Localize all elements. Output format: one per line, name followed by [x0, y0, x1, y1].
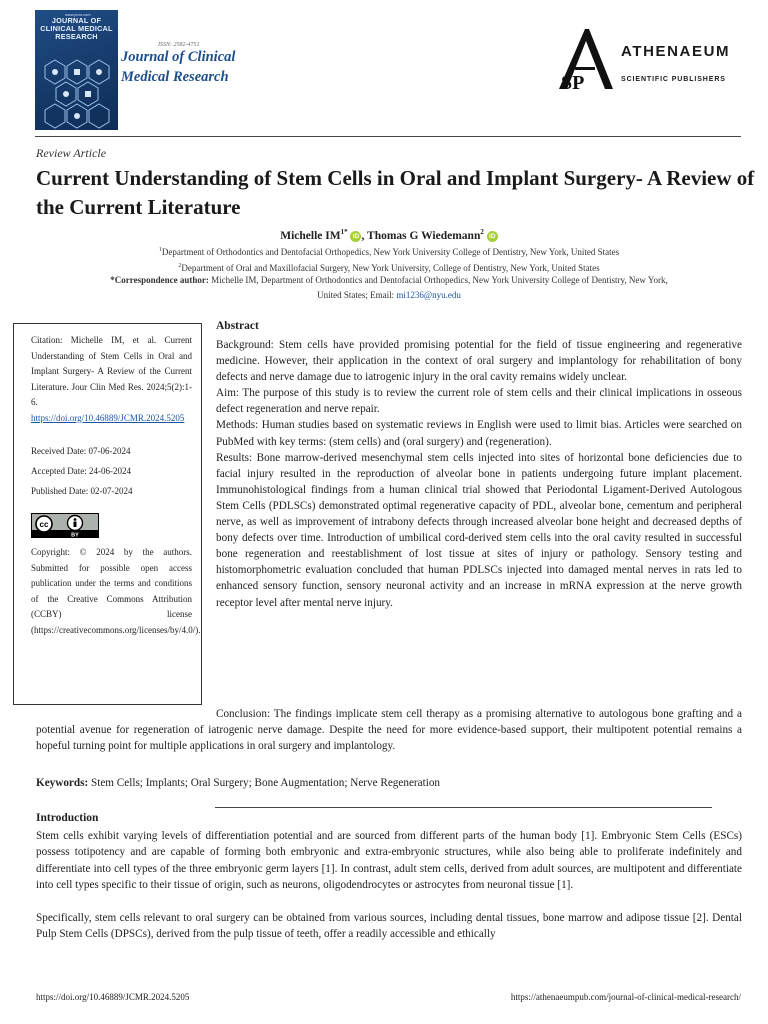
- citation-text: Citation: Michelle IM, et al. Current Understanding of Stem Cells in Oral and Implant Surgery- A Review of the Current Literature. Jour Clin Med Res. 2024;5(2):1-6.: [31, 335, 192, 407]
- affiliation-1-text: Department of Orthodontics and Dentofacial Orthopedics, New York University College of Dentistry, New York, United States: [161, 247, 620, 257]
- article-type: Review Article: [36, 146, 107, 160]
- author-line: Michelle $IM^{1*}$ iD , Thomas G Wiedemann$^2$ iD: [36, 224, 742, 244]
- dates-block: [31, 442, 192, 501]
- footer-doi-link[interactable]: https://doi.org/10.46889/JCMR.2024.5205: [36, 992, 190, 1002]
- copyright-text: Copyright: © 2024 by the authors. Submitted for possible open access publication under the terms and conditions of the Creative Commons Attribution (CCBY) license (https://creativecommons.org/licenses/by/4.0/).: [31, 547, 201, 635]
- author-1-name[interactable]: Michelle IM: [280, 229, 341, 242]
- correspondence-text-2: United States; Email:: [317, 290, 395, 300]
- athenaeum-logo-icon: [553, 27, 617, 91]
- correspondence-label: *Correspondence author:: [110, 275, 209, 285]
- journal-issn: ISSN: 2582-4751: [158, 42, 200, 48]
- abstract-results: Results: Bone marrow-derived mesenchymal stem cells injected into sites of horizontal bone deficiencies due to facial injury resulted in the reproduction of alveolar bone in patients undergoing future implant placement. Immunohistological findings from a human clinical trial showed that Periodontal Ligament-Derived Autologous Stem Cells (PDLSCs) demonstrated optimal regenerative capacity of PDL, alveolar bone, cementum and peripheral nerve, as well as improvement of intrabony defects through increased alveolar bone height and decreased depths of bony defects over time. Introduction of umbilical cord-derived stem cells into the oral cavity resulted in successful bone regeneration and reestablishment of lost tissue at sites of injury or pathology. Sensory testing and histomorphometric evaluation concluded that human PDLSCs injected into damaged mental nerves in rats led to enhanced sensory function, sensory neuronal activity and an increase in mRNA expression at the nerve growth receptor level after mental nerve injury.: [216, 451, 742, 609]
- keywords-text: Stem Cells; Implants; Oral Surgery; Bone Augmentation; Nerve Regeneration: [91, 777, 441, 789]
- publisher-subtitle: SCIENTIFIC PUBLISHERS: [621, 76, 726, 83]
- introduction-heading: Introduction: [36, 812, 99, 824]
- keywords-label: Keywords:: [36, 777, 89, 789]
- published-date: Published Date: 02-07-2024: [31, 485, 133, 496]
- article-title: Current Understanding of Stem Cells in Oral and Implant Surgery- A Review of the Current Literature: [36, 166, 755, 219]
- received-date: Received Date: 07-06-2024: [31, 446, 131, 456]
- section-divider: [215, 807, 712, 808]
- orcid-icon[interactable]: iD: [350, 231, 361, 242]
- svg-text:cc: cc: [39, 520, 49, 530]
- publisher-letters: SP: [561, 72, 585, 91]
- orcid-icon[interactable]: iD: [487, 231, 498, 242]
- journal-cover-image: [35, 10, 118, 130]
- author-1-sup: 1*: [340, 228, 348, 236]
- abstract-methods: Methods: Human studies based on systematic reviews in English were used to limit bias. Articles were searched on PubMed with key terms: (stem cells) and (oral surgery) and (regeneration).: [216, 419, 742, 448]
- affiliation-2-sup: 2: [178, 263, 182, 269]
- author-2-name[interactable]: Thomas G Wiedemann: [367, 229, 481, 242]
- publisher-name: ATHENAEUM: [621, 43, 731, 60]
- affiliation-1: [36, 243, 742, 260]
- correspondence-text: Michelle IM, Department of Orthodontics and Dentofacial Orthopedics, New York University College of Dentistry, New York,: [211, 275, 668, 285]
- creative-commons-license-icon[interactable]: [31, 513, 99, 538]
- cc-by-label: BY: [71, 532, 79, 539]
- abstract-aim: Aim: The purpose of this study is to review the current role of stem cells and their clinical implications in osseous defect regeneration and nerve repair.: [216, 387, 742, 416]
- intro-paragraph-1: Stem cells exhibit varying levels of differentiation potential and are sourced from different parts of the human body [1]. Embryonic Stem Cells (ESCs) possess totipotency and are capable of forming both embryonic and extra-embryonic structures, while also being able to proliferate indefinitely and differentiate into cell types of the three embryonic germ layers [1]. In contrast, adult stem cells, derived from adult sources, are multipotent and differentiate into cell types specific to their tissue of origin, such as neurons, oligodendrocytes or astrocytes from neuronal tissue [1].: [36, 830, 742, 892]
- affiliation-2-text: Department of Oral and Maxillofacial Surgery, New York University, College of Dentistry, New York, United States: [181, 263, 600, 273]
- intro-paragraph-2: Specifically, stem cells relevant to oral surgery can be obtained from various sources, including dental tissues, bone marrow and adipose tissue [2]. Dental Pulp Stem Cells (DPSCs), derived from the pulp tissue of teeth, offer a readily accessible and ethically: [36, 911, 742, 941]
- cover-issn: www.jcmr.com: [65, 12, 91, 17]
- correspondence: [36, 273, 742, 303]
- email-link[interactable]: mi1236@nyu.edu: [396, 290, 461, 300]
- journal-name-line2: Medical Research: [121, 69, 229, 85]
- abstract-heading: Abstract: [216, 320, 259, 332]
- introduction-body: [36, 828, 742, 958]
- citation-sidebar: [13, 323, 202, 705]
- keywords: [36, 777, 440, 789]
- header-divider: [35, 136, 741, 137]
- cover-hexagon-icons: [35, 56, 118, 130]
- footer-journal-link[interactable]: https://athenaeumpub.com/journal-of-clinical-medical-research/: [510, 992, 741, 1002]
- cover-title: JOURNAL OF CLINICAL MEDICAL RESEARCH: [40, 16, 113, 41]
- abstract-conclusion-block: [36, 706, 742, 754]
- abstract-background: Background: Stem cells have provided promising potential for the field of tissue engineering and regenerative medicine. However, their application in the context of oral surgery and implantology for rehabilitation of bony defects and nerve damage due to iatrogenic injury in the oral cavity remains widely unclear.: [216, 339, 742, 384]
- affiliation-1-sup: 1: [158, 247, 162, 253]
- journal-name-line1: Journal of Clinical: [121, 49, 236, 65]
- abstract-conclusion: Conclusion: The findings implicate stem cell therapy as a promising alternative to autologous bone grafting and a potential avenue for regeneration of iatrogenic nerve damage. Despite the need for more evidence-based support, their multipotent potential remains a hopeful turning point for multiple applications in oral surgery and implantology.: [36, 708, 742, 753]
- accepted-date: Accepted Date: 24-06-2024: [31, 465, 131, 476]
- abstract-body: [216, 337, 742, 611]
- journal-name: [121, 47, 235, 87]
- author-2-sup: 2: [480, 228, 484, 236]
- doi-link[interactable]: https://doi.org/10.46889/JCMR.2024.5205: [31, 412, 185, 423]
